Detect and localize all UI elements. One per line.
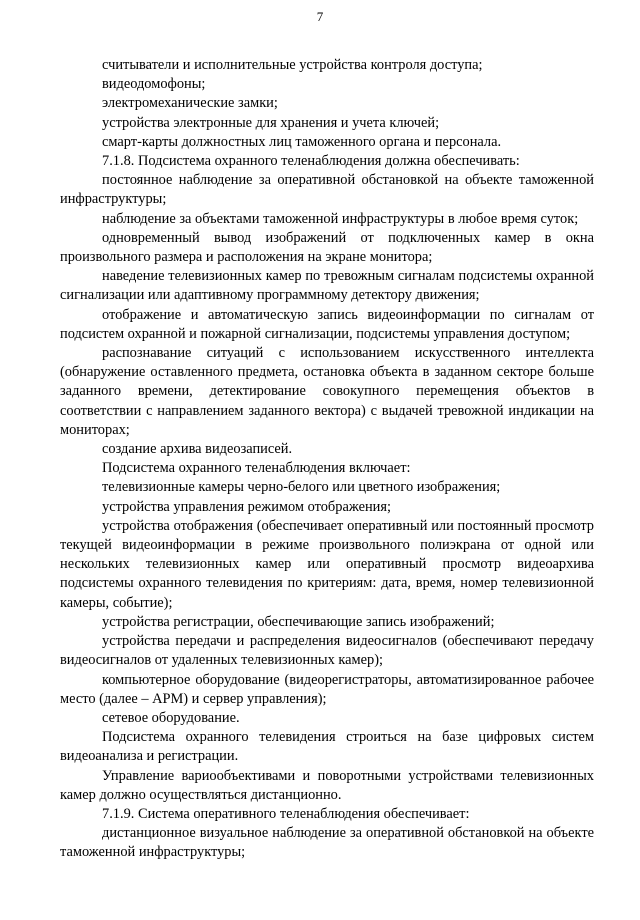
paragraph: устройства управления режимом отображения;	[102, 498, 391, 515]
paragraph: электромеханические замки;	[102, 95, 278, 112]
paragraph: компьютерное оборудование (видеорегистраторы, автоматизированное рабочее место (далее – АРМ) и сервер управления);	[60, 671, 594, 707]
paragraph: одновременный вывод изображений от подключенных камер в окна произвольного размера и расположения на экране монитора;	[60, 229, 594, 266]
paragraph: Подсистема охранного теленаблюдения включает:	[102, 460, 411, 477]
section-heading-7-1-9: 7.1.9. Система оперативного теленаблюдения обеспечивает:	[102, 805, 470, 822]
paragraph: устройства передачи и распределения видеосигналов (обеспечивают передачу видеосигналов от удаленных телевизионных камер);	[60, 633, 594, 669]
paragraph: считыватели и исполнительные устройства контроля доступа;	[102, 57, 483, 73]
paragraph: устройства отображения (обеспечивает оперативный или постоянный просмотр текущей видеоинформации в режиме произвольного полиэкрана от одной или нескольких телевизионных камер или оперативный просмотр видеоархива подсистемы охранного телевидения по критериям: дата, время, номер телевизионной камеры, событие);	[60, 517, 594, 611]
paragraph: отображение и автоматическую запись видеоинформации по сигналам от подсистем охранной и пожарной сигнализации, подсистемы управления доступом;	[60, 306, 594, 342]
paragraph: сетевое оборудование.	[102, 709, 240, 726]
paragraph: телевизионные камеры черно-белого или цветного изображения;	[102, 479, 501, 496]
paragraph: Управление вариообъективами и поворотными устройствами телевизионных камер должно осуществляться дистанционно.	[60, 767, 594, 803]
paragraph: Подсистема охранного телевидения строиться на базе цифровых систем видеоанализа и регистрации.	[60, 729, 594, 765]
paragraph: устройства регистрации, обеспечивающие запись изображений;	[102, 613, 495, 630]
paragraph: распознавание ситуаций с использованием искусственного интеллекта (обнаружение оставленного предмета, остановка объекта в заданном секторе больше заданного времени, детектирование совокупного перемещения объектов в соответствии с направлением заданного вектора) с выдачей тревожной индикации на мониторах;	[60, 345, 594, 438]
section-heading-7-1-8: 7.1.8. Подсистема охранного теленаблюдения должна обеспечивать:	[102, 153, 520, 170]
paragraph: видеодомофоны;	[102, 76, 206, 93]
document-body	[60, 56, 594, 863]
paragraph: постоянное наблюдение за оперативной обстановкой на объекте таможенной инфраструктуры;	[60, 172, 594, 208]
paragraph: устройства электронные для хранения и учета ключей;	[102, 114, 440, 131]
paragraph: наблюдение за объектами таможенной инфраструктуры в любое время суток;	[102, 210, 579, 227]
paragraph: смарт-карты должностных лиц таможенного органа и персонала.	[102, 133, 502, 150]
paragraph: дистанционное визуальное наблюдение за оперативной обстановкой на объекте таможенной инфраструктуры;	[60, 825, 594, 861]
paragraph: наведение телевизионных камер по тревожным сигналам подсистемы охранной сигнализации или адаптивному программному детектору движения;	[60, 268, 594, 304]
page-number: 7	[316, 9, 324, 24]
paragraph: создание архива видеозаписей.	[102, 441, 293, 458]
